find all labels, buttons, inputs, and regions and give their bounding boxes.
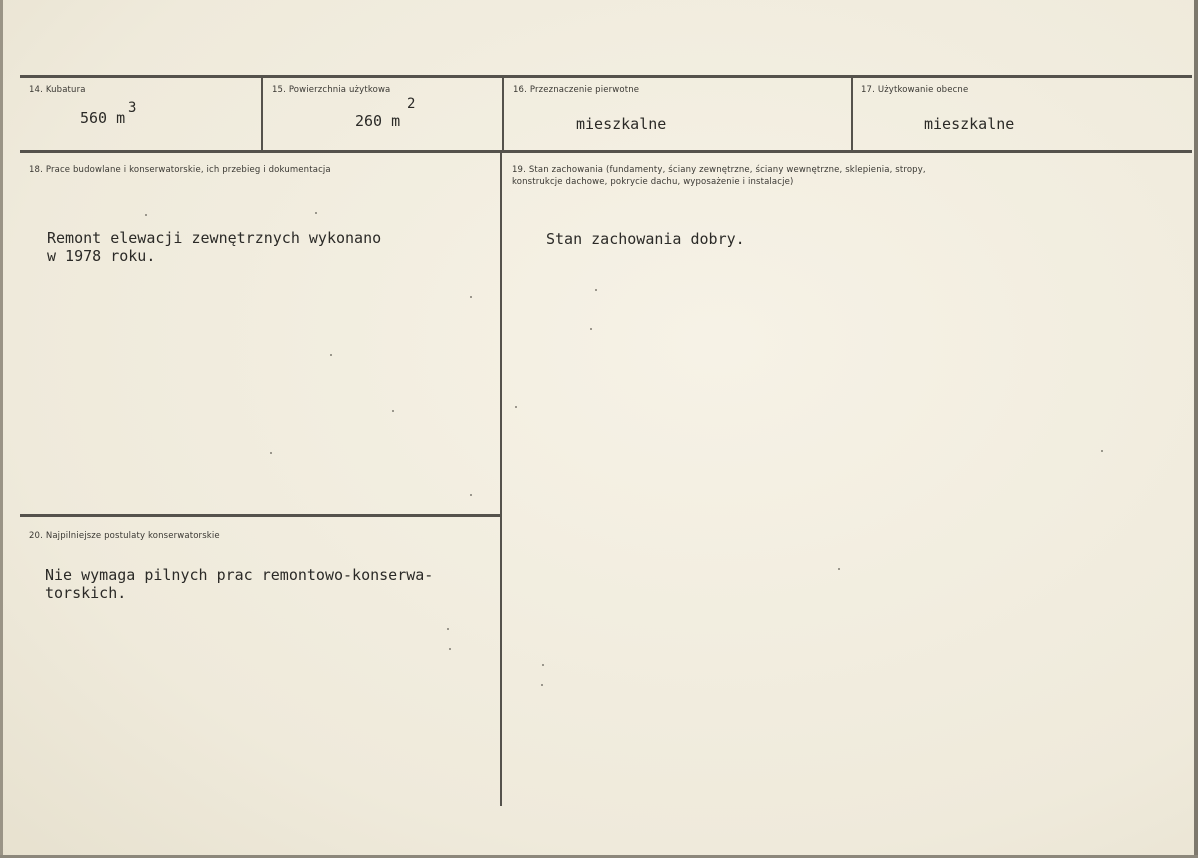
paper-speck [541,684,543,686]
top-rule [20,75,1192,78]
field-20-line-2: torskich. [45,584,127,602]
paper-speck [270,452,272,454]
paper-speck [838,568,840,570]
paper-speck [330,354,332,356]
divider-15-16 [502,77,504,151]
field-20-line-1: Nie wymaga pilnych prac remontowo-konserwa- [45,566,434,584]
paper-speck [145,214,147,216]
field-16-label: 16. Przeznaczenie pierwotne [513,85,640,95]
field-15-value: 260 m [355,112,401,130]
paper-speck [542,664,544,666]
field-14-label: 14. Kubatura [29,85,86,95]
paper-speck [447,628,449,630]
field-18-line-1: Remont elewacji zewnętrznych wykonano [47,229,382,247]
paper-speck [449,648,451,650]
center-divider [500,152,502,806]
field-18-label: 18. Prace budowlane i konserwatorskie, ich przebieg i dokumentacja [29,165,331,175]
paper-speck [470,296,472,298]
field-15-label: 15. Powierzchnia użytkowa [272,85,391,95]
paper-edge-right [1194,0,1198,858]
paper-speck [315,212,317,214]
row1-bottom-rule [20,150,1192,153]
paper-edge-left [0,0,3,858]
field-17-label: 17. Użytkowanie obecne [861,85,969,95]
field-19-value: Stan zachowania dobry. [546,230,745,248]
paper-speck [590,328,592,330]
divider-14-15 [261,77,263,151]
field-18-line-2: w 1978 roku. [47,247,156,265]
field-14-exponent: 3 [128,100,137,116]
field-16-value: mieszkalne [576,115,667,133]
paper-speck [515,406,517,408]
paper-speck [392,410,394,412]
paper-speck [595,289,597,291]
section20-top-rule [20,514,501,517]
field-19-label-line-2: konstrukcje dachowe, pokrycie dachu, wyposażenie i instalacje) [512,177,794,187]
paper-speck [1101,450,1103,452]
field-15-exponent: 2 [407,96,416,112]
field-14-value: 560 m [80,109,126,127]
field-19-label-line-1: 19. Stan zachowania (fundamenty, ściany zewnętrzne, ściany wewnętrzne, sklepienia, stropy, [512,165,926,175]
divider-16-17 [851,77,853,151]
field-20-label: 20. Najpilniejsze postulaty konserwatorskie [29,531,220,541]
field-17-value: mieszkalne [924,115,1015,133]
paper-speck [470,494,472,496]
